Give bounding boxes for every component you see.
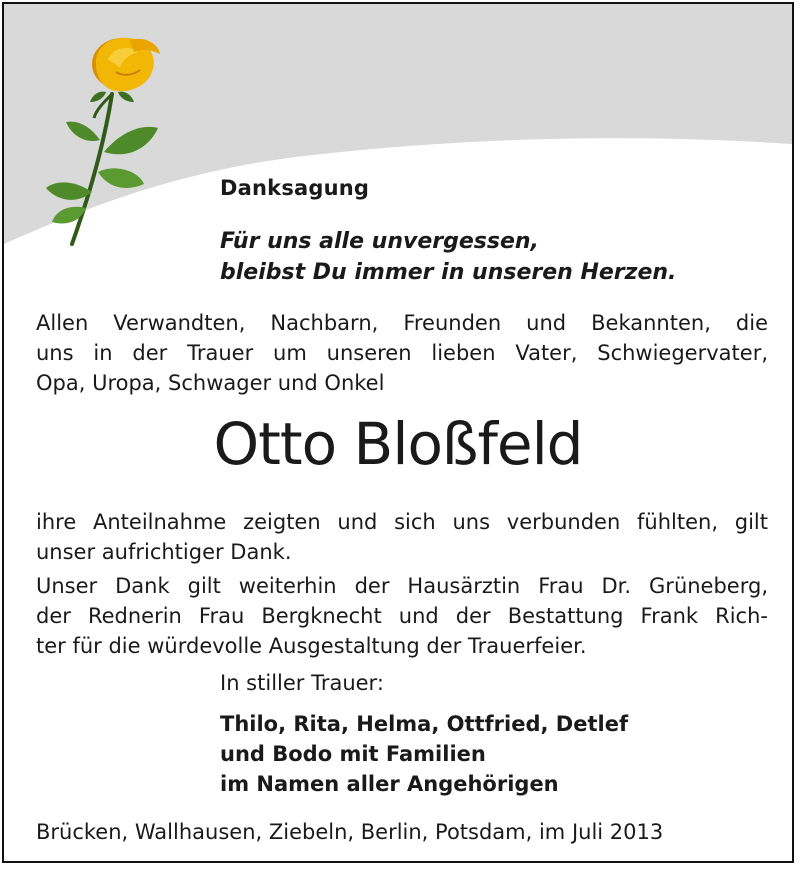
thanks-line: unser aufrichtiger Dank. (36, 540, 292, 564)
notice-heading: Danksagung (220, 176, 370, 200)
further-line: Unser Dank gilt weiterhin der Hausärztin Frau Dr. Grüneberg, (36, 574, 768, 598)
obituary-card (2, 2, 794, 863)
signers-block (220, 709, 628, 799)
quote-line: bleibst Du immer in unseren Herzen. (220, 260, 677, 285)
yellow-rose-icon (34, 32, 174, 252)
intro-line: uns in der Trauer um unseren lieben Vater, Schwiegervater, (36, 341, 768, 365)
signer-line: im Namen aller Angehörigen (220, 772, 559, 796)
intro-paragraph (36, 308, 768, 398)
signer-line: Thilo, Rita, Helma, Ottfried, Detlef (220, 712, 629, 736)
signer-line: und Bodo mit Familien (220, 742, 486, 766)
thanks-paragraph (36, 507, 768, 567)
memorial-quote (220, 226, 676, 288)
intro-line: Allen Verwandten, Nachbarn, Freunden und Bekannten, die (36, 311, 768, 335)
further-line: ter für die würdevolle Ausgestaltung der Trauerfeier. (36, 634, 587, 658)
further-thanks-paragraph (36, 571, 768, 661)
mourning-label: In stiller Trauer: (220, 671, 384, 695)
thanks-line: ihre Anteilnahme zeigten und sich uns verbunden fühlten, gilt (36, 510, 768, 534)
deceased-name: Otto Bloßfeld (213, 410, 583, 478)
intro-line: Opa, Uropa, Schwager und Onkel (36, 371, 385, 395)
place-and-date: Brücken, Wallhausen, Ziebeln, Berlin, Potsdam, im Juli 2013 (36, 820, 664, 844)
further-line: der Rednerin Frau Bergknecht und der Bestattung Frank Rich- (36, 604, 768, 628)
quote-line: Für uns alle unvergessen, (220, 229, 539, 254)
